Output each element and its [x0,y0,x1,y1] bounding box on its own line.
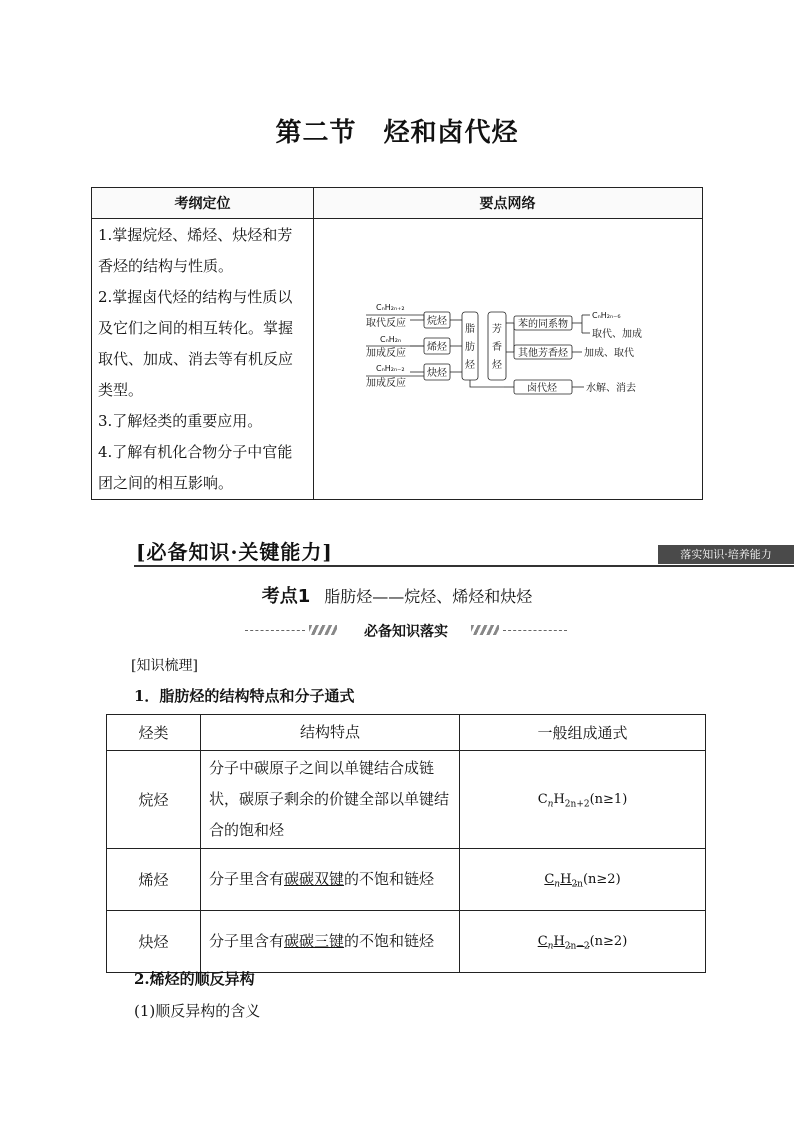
table-header: 结构特点 [201,715,460,751]
section-banner-title: [必备知识·关键能力] [136,540,333,564]
benzene-formula: CₙH₂ₙ₋₆ [592,311,621,320]
objective-line: 3.了解烃类的重要应用。 [98,412,263,430]
table-row [107,849,706,911]
section-1-heading: 1．脂肪烃的结构特点和分子通式 [134,687,355,705]
kaodian-title: 脂肪烃——烷烃、烯烃和炔烃 [324,587,533,606]
cell-type: 烯烃 [107,849,201,911]
objective-line: 4.了解有机化合物分子中官能 [98,443,293,461]
cell-formula: $C_nH_{2n-2}(n\ge 2)$ [460,911,706,973]
other-aromatic-reaction: 加成、取代 [584,348,634,359]
cell-structure: 分子里含有碳碳三键的不饱和链烃 [201,911,460,973]
objective-line: 类型。 [98,381,144,399]
table-row [107,751,706,849]
aliphatic-char: 烃 [465,360,475,371]
objectives-list [98,220,310,499]
cell-formula: $C_nH_{2n+2}(n\ge 1)$ [460,751,706,849]
subheading-text: 必备知识落实 [358,624,454,640]
section-2-1-heading: (1)顺反异构的含义 [134,1002,261,1020]
hydrocarbon-network-diagram [314,219,703,499]
alkyne-formula: CₙH₂ₙ₋₂ [376,364,405,373]
alkyne-reaction: 加成反应 [366,378,406,389]
table-row [107,911,706,973]
header-network: 要点网络 [313,188,702,219]
box-alkyne: 炔烃 [427,368,447,379]
aromatic-char: 芳 [492,324,502,335]
table-header: 烃类 [107,715,201,751]
banner-rule [134,565,794,567]
cell-type: 烷烃 [107,751,201,849]
page-title: 第二节 烃和卤代烃 [275,118,519,148]
objective-line: 取代、加成、消去等有机反应 [98,350,294,368]
header-objectives: 考纲定位 [92,188,313,219]
aliphatic-char: 脂 [465,324,475,335]
objective-line: 2.掌握卤代烃的结构与性质以 [98,288,293,306]
aliphatic-char: 肪 [465,342,475,353]
alkane-reaction: 取代反应 [366,318,406,329]
banner-tag: 落实知识·培养能力 [658,545,794,564]
subheading-divider [245,620,567,640]
aliphatic-hydrocarbon-table [106,714,706,973]
kaodian-heading [0,582,794,608]
objective-line: 及它们之间的相互转化。掌握 [98,319,294,337]
aromatic-char: 香 [492,342,502,353]
alkene-reaction: 加成反应 [366,348,406,359]
alkene-formula: CₙH₂ₙ [380,335,402,344]
objective-line: 1.掌握烷烃、烯烃、炔烃和芳 [98,226,293,244]
aromatic-char: 烃 [492,360,502,371]
section-2-heading: 2.烯烃的顺反异构 [134,970,255,988]
benzene-reaction: 取代、加成 [592,329,642,340]
knowledge-review-label: [知识梳理] [131,658,198,674]
table-header: 一般组成通式 [460,715,706,751]
objective-line: 香烃的结构与性质。 [98,257,234,275]
haloalkane-reaction: 水解、消去 [586,383,636,394]
cell-formula: $C_nH_{2n}(n\ge 2)$ [460,849,706,911]
objective-line: 团之间的相互影响。 [98,474,234,492]
cell-type: 炔烃 [107,911,201,973]
kaodian-number: 考点1 [261,586,311,607]
box-alkane: 烷烃 [427,316,447,327]
cell-structure: 分子里含有碳碳双键的不饱和链烃 [201,849,460,911]
box-benzene-homolog: 苯的同系物 [518,319,568,330]
alkane-formula: CₙH₂ₙ₊₂ [376,303,405,312]
outline-table [91,187,703,500]
box-haloalkane: 卤代烃 [527,383,557,394]
cell-structure: 分子中碳原子之间以单键结合成链状，碳原子剩余的价键全部以单键结合的饱和烃 [201,751,460,849]
box-alkene: 烯烃 [427,342,447,353]
box-other-aromatic: 其他芳香烃 [518,348,568,359]
